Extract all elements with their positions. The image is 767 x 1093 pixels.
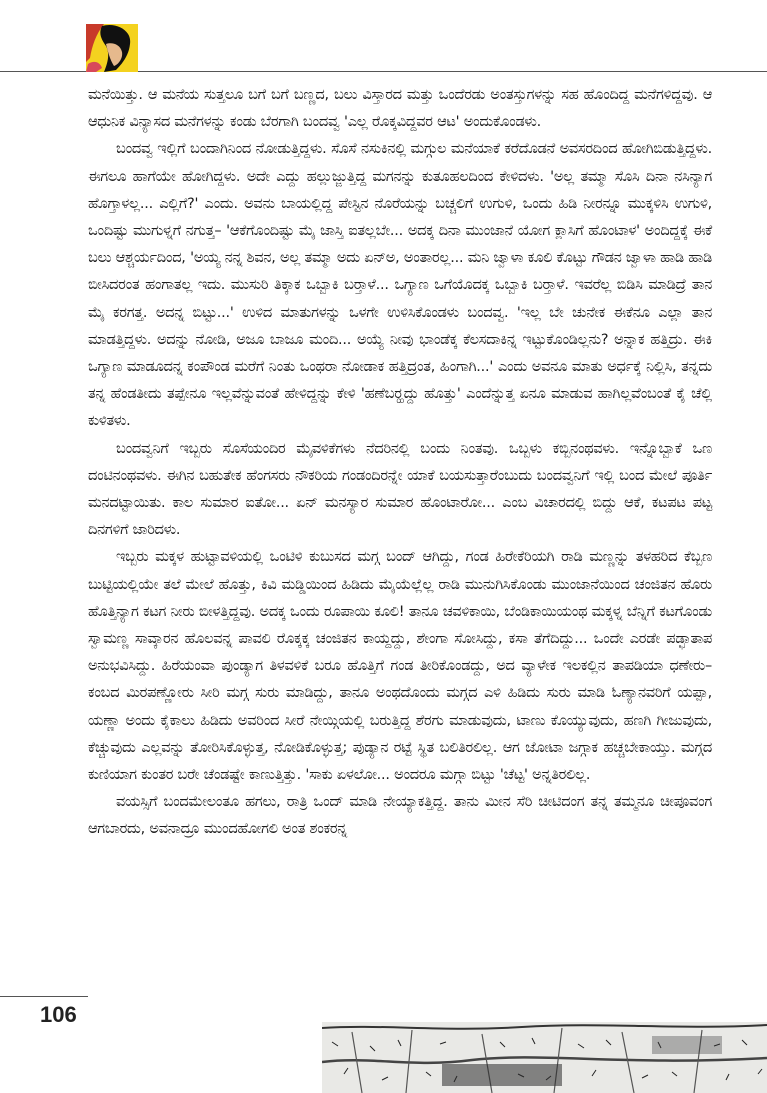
sketch-illustration — [322, 1022, 767, 1093]
paragraph: ಮನೆಯಿತ್ತು. ಆ ಮನೆಯ ಸುತ್ತಲೂ ಬಗೆ ಬಗೆ ಬಣ್ಣದ, ಬಲು ವಿಸ್ತಾರದ ಮತ್ತು ಒಂದೆರಡು ಅಂತಸ್ತುಗಳನ್ನು ಸಹ ಹೊಂದಿದ್ದ ಮನೆಗಳಿದ್ದವು. ಆ ಆಧುನಿಕ ವಿನ್ಯಾಸದ ಮನೆಗಳನ್ನು ಕಂಡು ಬೆರಗಾಗಿ ಬಂದವ್ವ 'ಎಲ್ಲ ರೊಕ್ಕವಿದ್ದವರ ಆಟ' ಅಂದುಕೊಂಡಳು. — [88, 87, 712, 131]
paragraph: ಇಬ್ಬರು ಮಕ್ಕಳ ಹುಟ್ಟಾವಳಿಯಲ್ಲಿ ಒಂಟಿಳಿ ಕುಬುಸದ ಮಗ್ಗ ಬಂದ್ ಆಗಿದ್ದು, ಗಂಡ ಹಿರೇಕೆರಿಯಗಿ ರಾಡಿ ಮಣ್ಣನ್ನು ತಳಹರಿದ ಕೆಬ್ಬಣ ಬುಟ್ಟಿಯಲ್ಲಿಯೇ ತಲೆ ಮೇಲೆ ಹೊತ್ತು, ಕಿವಿ ಮಡ್ಡಿಯಿಂದ ಹಿಡಿದು ಮೈಯೆಲ್ಲೆಲ್ಲ ರಾಡಿ ಮುನುಗಿಸಿಕೊಂಡು ಮುಂಜಾನೆಯಿಂದ ಚಂಜಿತನ ಹೊರು ಹೊತ್ತಿನ್ಯಾಗ ಕಟಗ ನೀರು ಬೀಳತ್ತಿದ್ದವು. ಅದಕ್ಕ ಒಂದು ರೂಪಾಯಿ ಕೂಲಿ! ತಾನೂ ಚವಳಿಕಾಯಿ, ಬೆಂಡಿಕಾಯಿಯಂಥ ಮಕ್ಕಳ್ನ ಬೆನ್ನಿಗೆ ಕಟಗೊಂಡು ಸ್ವಾಮಣ್ಣ ಸಾವ್ಕಾರನ ಹೊಲವನ್ನ ಪಾವಲಿ ರೊಕ್ಕಕ್ಕ ಚಂಜಿತನ ಕಾಯ್ದದ್ದು, ಶೇಂಗಾ ಸೋಸಿದ್ದು, ಕಸಾ ತೆಗೆದಿದ್ದು... ಒಂದೇ ಎರಡೇ ಪಡ್ಛಾತಾಪ ಅನುಭವಿಸಿದ್ದು. ಹಿರೆಯಂವಾ ಪುಂಡ್ಯಾಗ ತಿಳವಳಿಕೆ ಬರೂ ಹೊತ್ತಿಗೆ ಗಂಡ ತೀರಿಕೊಂಡದ್ದು, ಅದ ವ್ಯಾಳೇಕ ಇಲಕಲ್ಲಿನ ತಾಪಡಿಯಾ ಧಣೇರು– ಕಂಬದ ಮಿರಪಣ್ಣೋರು ಸೀರಿ ಮಗ್ಗ ಸುರು ಮಾಡಿದ್ದು, ತಾನೂ ಅಂಥದೊಂದು ಮಗ್ಗದ ಎಳಿ ಹಿಡಿದು ಸುರು ಮಾಡಿ ಓಣ್ಯಾನವರಿಗೆ ಯಪ್ಪಾ, ಯಣ್ಣಾ ಅಂದು ಕೈಕಾಲು ಹಿಡಿದು ಅವರಿಂದ ಸೀರೆ ನೇಯ್ಗಿಯಲ್ಲಿ ಬರುತ್ತಿದ್ದ ಶೆರಗು ಮಾಡುವುದು, ಟಾಣು ಕೊಯ್ಯುವುದು, ಹಣಗಿ ಗೀಜುವುದು, ಕೆಚ್ಚುವುದು ಎಲ್ಲವನ್ನು ತೋರಿಸಿಕೊಳ್ಳುತ್ತ, ನೋಡಿಕೊಳ್ಳುತ್ತ; ಪುಡ್ಯಾನ ರಟ್ಟೆ ಸ್ಥಿತ ಬಲಿತಿರಲಿಲ್ಲ. ಆಗ ಜೋಟಾ ಜಗ್ಗಾಕ ಹಚ್ಚಬೇಕಾಯ್ತು. ಮಗ್ಗದ ಕುಣಿಯಾಗ ಕುಂತರ ಬರೇ ಚೆಂಡಷ್ಟೇ ಕಾಣುತ್ತಿತ್ತು. 'ಸಾಕು ಏಳಲೋ... ಅಂದರೂ ಮಗ್ಗಾ ಬಿಟ್ಟು 'ಚೆಟ್ಟ' ಅನ್ನತಿರಲಿಲ್ಲ. — [88, 549, 712, 784]
body-text — [88, 82, 712, 844]
paragraph: ವಯಸ್ಸಿಗೆ ಬಂದಮೇಲಂತೂ ಹಗಲು, ರಾತ್ರಿ ಒಂದ್ ಮಾಡಿ ನೇಯ್ಯಾಕತ್ತಿದ್ದ. ತಾನು ಮೀನ ಸೆರಿ ಚೀಟಿದಂಗ ತನ್ನ ತಮ್ಮನೂ ಚೀಪೂವಂಗ ಆಗಬಾರದು, ಅವನಾದ್ರೂ ಮುಂದಹೋಗಲಿ ಅಂತ ಶಂಕರನ್ನ — [88, 794, 712, 838]
paragraph: ಬಂದವ್ವನಿಗೆ ಇಬ್ಬರು ಸೊಸೆಯಂದಿರ ಮೈವಳಿಕೆಗಳು ನೆದರಿನಲ್ಲಿ ಬಂದು ನಿಂತವು. ಒಬ್ಬಳು ಕಬ್ಬಿನಂಥವಳು. ಇನ್ನೊಬ್ಬಾಕೆ ಒಣ ದಂಟಿನಂಥವಳು. ಈಗಿನ ಬಹುತೇಕ ಹೆಂಗಸರು ನೌಕರಿಯ ಗಂಡಂದಿರನ್ನೇ ಯಾಕೆ ಬಯಸುತ್ತಾರೆಂಬುದು ಬಂದವ್ವನಿಗೆ ಇಲ್ಲಿ ಬಂದ ಮೇಲೆ ಪೂರ್ತಿ ಮನದಟ್ಟಾಯಿತು. ಕಾಲ ಸುಮಾರ ಐತೋ... ಏನ್ ಮನಸ್ಯಾರ ಸುಮಾರ ಹೊಂಟಾರೋ... ಎಂಬ ವಿಚಾರದಲ್ಲಿ ಬಿದ್ದು ಆಕೆ, ಕಟಪಟ ಪಟ್ಟ ದಿನಗಳಿಗೆ ಜಾರಿದಳು. — [88, 440, 712, 539]
paragraph: ಬಂದವ್ವ ಇಲ್ಲಿಗೆ ಬಂದಾಗಿನಿಂದ ನೋಡುತ್ತಿದ್ದಳು. ಸೊಸೆ ನಸುಕಿನಲ್ಲಿ ಮಗ್ಗುಲ ಮನೆಯಾಕೆ ಕರೆದೊಡನೆ ಅವಸರದಿಂದ ಹೋಗಿಬಿಡುತ್ತಿದ್ದಳು. ಈಗಲೂ ಹಾಗೆಯೇ ಹೋಗಿದ್ದಳು. ಅದೇ ಎದ್ದು ಹಲ್ಲುಜ್ಜುತ್ತಿದ್ದ ಮಗನನ್ನು ಕುತೂಹಲದಿಂದ ಕೇಳಿದಳು. 'ಅಲ್ಲ ತಮ್ಮಾ ಸೊಸಿ ದಿನಾ ನಸಿನ್ಯಾಗ ಹೊಗ್ತಾಳಲ್ಲ... ಎಲ್ಲಿಗೆ?' ಎಂದು. ಅವನು ಬಾಯಲ್ಲಿದ್ದ ಪೇಸ್ಟಿನ ನೊರೆಯನ್ನು ಬಚ್ಚಲಿಗೆ ಉಗುಳಿ, ಒಂದು ಹಿಡಿ ನೀರನ್ನೂ ಮುಕ್ಕಳಿಸಿ ಉಗುಳಿ, ಒಂದಿಷ್ಟು ಮುಗುಳ್ನಗೆ ನಗುತ್ತ– 'ಆಕೆಗೊಂದಿಷ್ಟು ಮೈ ಜಾಸ್ತಿ ಐತಲ್ಲಬೇ... ಅದಕ್ಕ ದಿನಾ ಮುಂಜಾನೆ ಯೋಗ ಕ್ಲಾಸಿಗೆ ಹೊಂಟಾಳ' ಅಂದಿದ್ದಕ್ಕೆ ಈಕೆ ಬಲು ಆಶ್ಚರ್ಯದಿಂದ, 'ಅಯ್ಯ ನನ್ನ ಶಿವನ, ಅಲ್ಲ ತಮ್ಮಾ ಅದು ಏನ್ಅ, ಅಂತಾರಲ್ಲ... ಮನಿ ಜ್ವಾಳಾ ಕೂಲಿ ಕೊಟ್ಟು ಗೌಡನ ಜ್ವಾಳಾ ಹಾಡಿ ಹಾಡಿ ಬೀಸಿದರಂತ ಹಂಗಾತಲ್ಲ ಇದು. ಮುಸುರಿ ತಿಕ್ಕಾಕ ಒಬ್ಬಾಕಿ ಬರ್‍ತಾಳೆ... ಒಗ್ಯಾಣ ಒಗೆಯೊದಕ್ಕ ಒಬ್ಬಾಕಿ ಬರ್‍ತಾಳೆ. ಇವರೆಲ್ಲ ಬಿಡಿಸಿ ಮಾಡಿದ್ರೆ ತಾನ ಮೈ ಕರಗತ್ತ. ಅದನ್ನ ಬಿಟ್ಟು...' ಉಳಿದ ಮಾತುಗಳನ್ನು ಒಳಗೇ ಉಳಿಸಿಕೊಂಡಳು ಬಂದವ್ವ. 'ಇಲ್ಲ ಬೇ ಚುನೇಕ ಈಕೆನೂ ಎಲ್ಲಾ ತಾನ ಮಾಡತ್ತಿದ್ದಳು. ಅದನ್ನು ನೋಡಿ, ಅಜೂ ಬಾಜೂ ಮಂದಿ... ಅಯ್ಯೆ ನೀವು ಭಾಂಡೆಕ್ಕ ಕೆಲಸದಾಕಿನ್ನ ಇಟ್ಟುಕೊಂಡಿಲ್ಲನು? ಅನ್ನಾಕ ಹತ್ತಿದ್ರು. ಈಕಿ ಒಗ್ಯಾಣ ಮಾಡೂದನ್ನ ಕಂಪೌಂಡ ಮರೆಗೆ ನಿಂತು ಒಂಥರಾ ನೋಡಾಕ ಹತ್ತಿದ್ರಂತ, ಹಿಂಗಾಗಿ...' ಎಂದು ಅವನೂ ಮಾತು ಅರ್ಧಕ್ಕೆ ನಿಲ್ಲಿಸಿ, ತನ್ನದು ತನ್ನ ಹೆಂಡತೀದು ತಪ್ಪೇನೂ ಇಲ್ಲವೆನ್ನುವಂತೆ ಹೇಳಿದ್ದನ್ನು ಕೇಳಿ 'ಹಣೆಬರ್‍ಹದ್ದು ಹೊತ್ತು' ಎಂದೆನ್ನುತ್ತ ಏನೂ ಮಾಡುವ ಹಾಗಿಲ್ಲವೆಂಬಂತೆ ಕೈ ಚೆಲ್ಲಿ ಕುಳಿತಳು. — [88, 141, 712, 430]
face-logo-icon — [86, 24, 138, 72]
page-number: 106 — [40, 1002, 77, 1027]
footer-rule — [0, 996, 88, 997]
